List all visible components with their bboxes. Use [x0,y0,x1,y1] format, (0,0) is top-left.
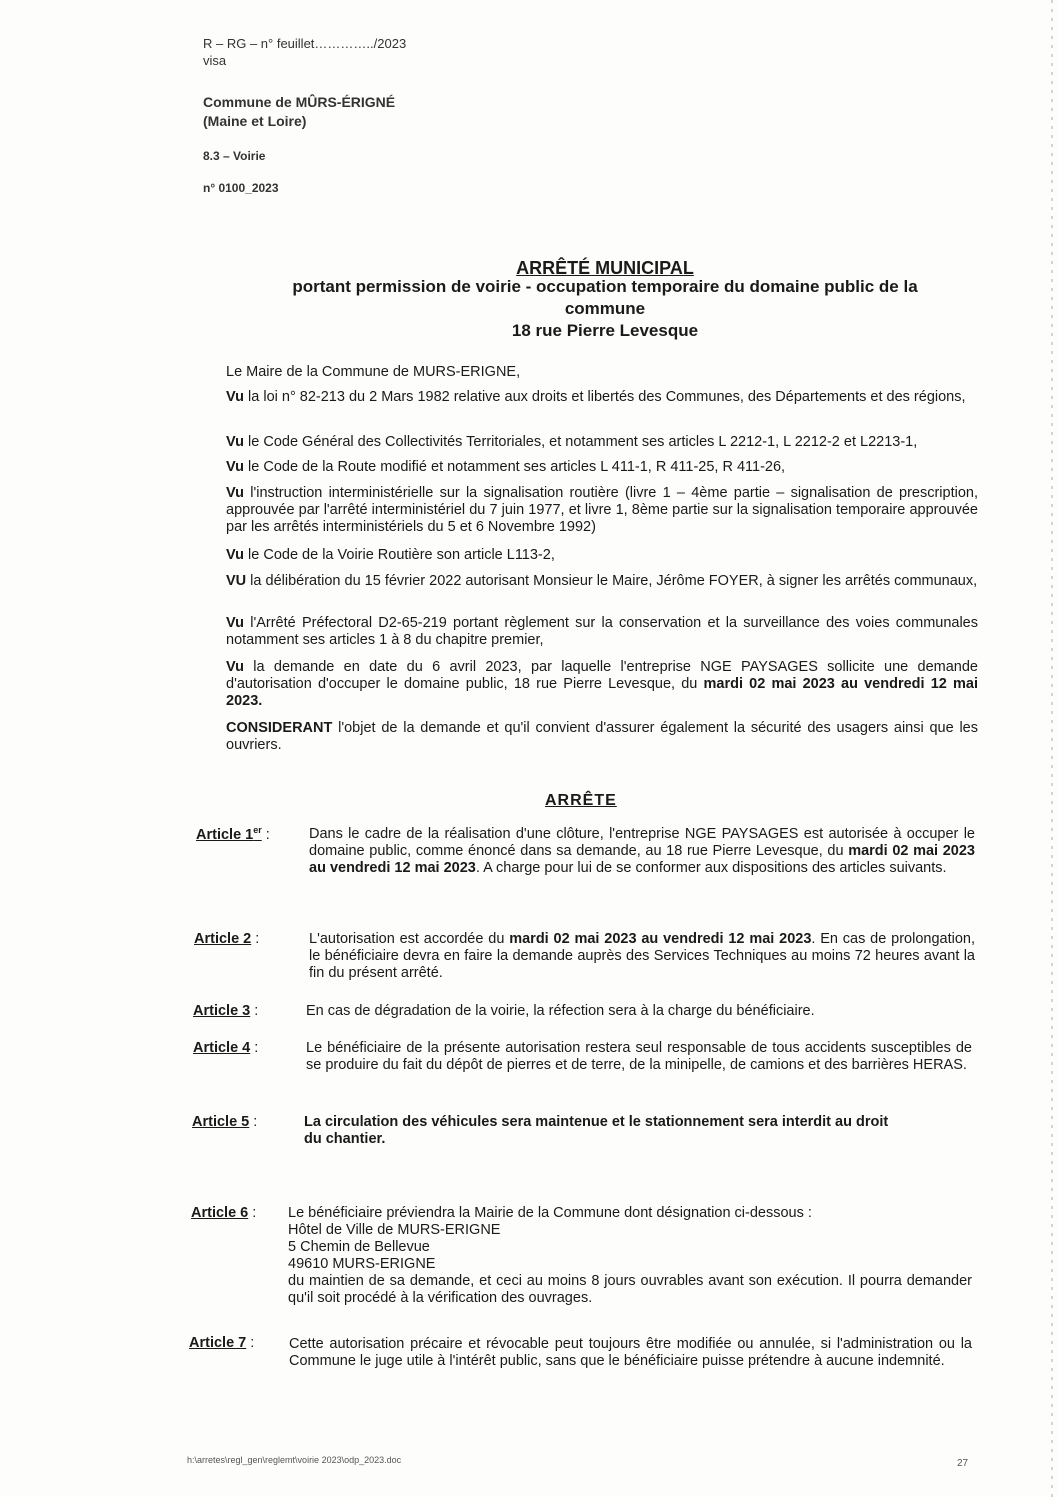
vu-lead: Vu [226,389,244,405]
preamble-vu-demande [226,659,978,710]
preamble-vu-instruction [226,485,978,536]
vu-lead: Vu [226,615,244,631]
article-3-label: Article 3 : [193,1003,259,1019]
article-label: Article 1er [196,825,262,843]
address-line: 5 Chemin de Bellevue [288,1239,430,1255]
article-1-label: Article 1er : [196,825,270,843]
preamble-vu-arrete-prefectoral [226,615,978,649]
considerant-lead: CONSIDERANT [226,720,333,736]
visa-label: visa [203,53,227,68]
commune-name: Commune de MÛRS-ÉRIGNÉ [203,94,396,110]
article-2-label: Article 2 : [194,931,260,947]
department-name: (Maine et Loire) [203,113,307,129]
article-1-text: Dans le cadre de la réalisation d'une clôture, l'entreprise NGE PAYSAGES est autorisée à occuper le domaine public, comme énoncé dans sa demande, au 18 rue Pierre Levesque, du mardi 02 mai 2023 au vendredi 12 mai 2023. A charge pour lui de se conformer aux dispositions des articles suivants. [309,826,975,876]
article-5-text: La circulation des véhicules sera maintenue et le stationnement sera interdit au droit du chantier. [304,1114,889,1147]
preamble-vu-cgct [226,434,978,451]
preamble-considerant [226,720,978,754]
address-line: 49610 MURS-ERIGNE [288,1256,436,1272]
considerant-text: l'objet de la demande et qu'il convient d'assurer également la sécurité des usagers ainsi que les ouvriers. [226,720,978,753]
article-6-text: Le bénéficiaire préviendra la Mairie de la Commune dont désignation ci-dessous : Hôtel de Ville de MURS-ERIGNE 5 Chemin de Bellevue 49610 MURS-ERIGNE du maintien de sa demande, et ceci au moins 8 jours ouvrables avant son exécution. Il pourra demander qu'il soit procédé à la vérification des ouvrages. [288,1205,972,1306]
subtitle-line-1: portant permission de voirie - occupation temporaire du domaine public de la [292,277,918,296]
vu-lead: Vu [226,459,244,475]
preamble-vu-deliberation [226,573,978,590]
page-number: 27 [957,1458,969,1469]
vu-text: la loi n° 82-213 du 2 Mars 1982 relative aux droits et libertés des Communes, des Départements et des régions, [244,389,966,405]
vu-text: l'instruction interministérielle sur la signalisation routière (livre 1 – 4ème partie – signalisation de prescription, approuvée par l'arrêté interministériel du 7 juin 1977, et livre 1, 8ème partie sur la signalisation temporaire approuvée par les arrêtés interministériels du 5 et 6 Novembre 1992) [226,485,978,535]
article-6-label: Article 6 : [191,1205,257,1221]
vu-text: le Code de la Voirie Routière son article L113-2, [244,547,555,563]
preamble-mayor: Le Maire de la Commune de MURS-ERIGNE, [226,364,521,380]
subtitle-line-2: commune [564,299,646,318]
preamble-vu-loi [226,389,978,406]
vu-lead: Vu [226,485,244,501]
decree-number: n° 0100_2023 [203,181,279,195]
article-4-text: Le bénéficiaire de la présente autorisation restera seul responsable de tous accidents susceptibles de se produire du fait du dépôt de pierres et de terre, de la minipelle, de camions et des barrières HERAS. [306,1040,972,1073]
article-7-text: Cette autorisation précaire et révocable peut toujours être modifiée ou annulée, si l'administration ou la Commune le juge utile à l'intérêt public, sans que le bénéficiaire puisse prétendre à aucune indemnité. [289,1336,972,1369]
vu-dates: mardi 02 mai 2023 au vendredi 12 mai 2023. [226,676,978,709]
article-3-text: En cas de dégradation de la voirie, la réfection sera à la charge du bénéficiaire. [306,1003,815,1019]
article-4-label: Article 4 : [193,1040,259,1056]
preamble-vu-code-voirie [226,547,978,564]
file-path-footer: h:\arretes\regl_gen\reglemt\voirie 2023\odp_2023.doc [187,1455,402,1465]
scan-edge-artifact [1051,0,1053,1497]
vu-text: l'Arrêté Préfectoral D2-65-219 portant règlement sur la conservation et la surveillance des voies communales notamment ses articles 1 à 8 du chapitre premier, [226,615,978,648]
vu-text: la délibération du 15 février 2022 autorisant Monsieur le Maire, Jérôme FOYER, à signer les arrêtés communaux, [246,573,978,589]
vu-text: le Code de la Route modifié et notamment ses articles L 411-1, R 411-25, R 411-26, [244,459,786,475]
subtitle-line-3: 18 rue Pierre Levesque [511,321,699,340]
document-subtitle [200,276,1010,342]
vu-lead: VU [226,573,247,589]
category-label: 8.3 – Voirie [203,149,266,163]
vu-lead: Vu [226,659,244,675]
preamble-vu-code-route [226,459,978,476]
arrete-heading: ARRÊTE [545,792,617,809]
article-7-label: Article 7 : [189,1335,255,1351]
reference-line: R – RG – n° feuillet…………../2023 [203,36,407,51]
address-line: Hôtel de Ville de MURS-ERIGNE [288,1222,501,1238]
article-5-label: Article 5 : [192,1114,258,1130]
vu-text: le Code Général des Collectivités Territoriales, et notamment ses articles L 2212-1, L 2212-2 et L2213-1, [244,434,918,450]
document-title: ARRÊTÉ MUNICIPAL [516,258,694,278]
vu-text: la demande en date du 6 avril 2023, par laquelle l'entreprise NGE PAYSAGES sollicite une demande d'autorisation d'occuper le domaine public, 18 rue Pierre Levesque, du [226,659,978,692]
vu-lead: Vu [226,547,244,563]
vu-lead: Vu [226,434,244,450]
article-2-text: L'autorisation est accordée du mardi 02 mai 2023 au vendredi 12 mai 2023. En cas de prolongation, le bénéficiaire devra en faire la demande auprès des Services Techniques au moins 72 heures avant la fin du présent arrêté. [309,931,975,981]
